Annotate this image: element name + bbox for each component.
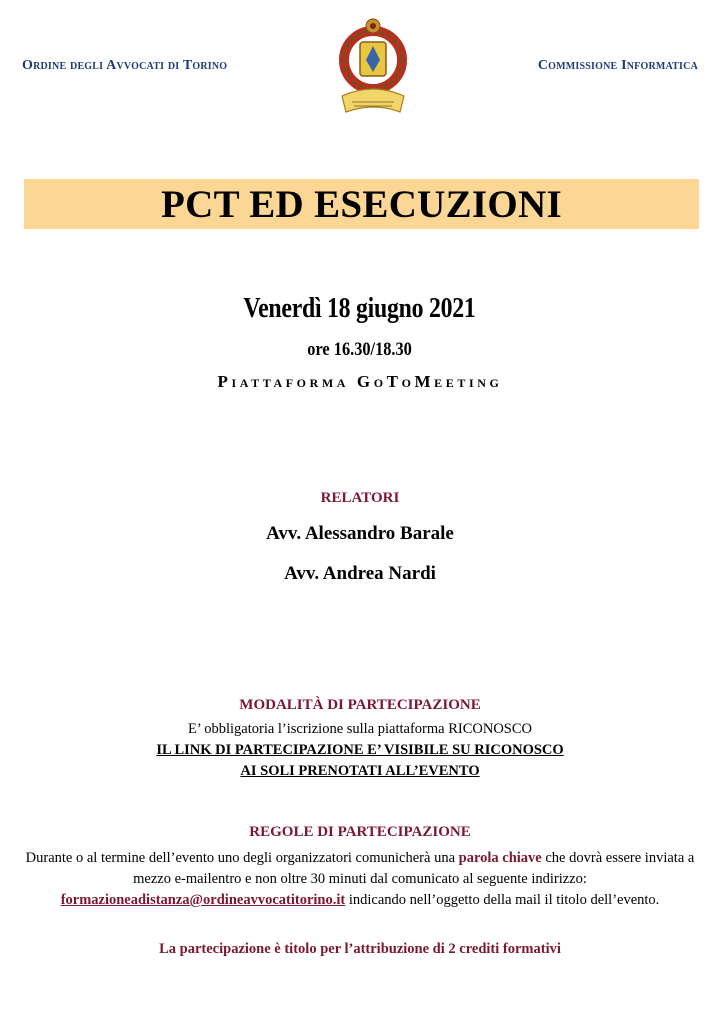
title-banner (24, 179, 699, 229)
rules-heading: REGOLE DI PARTECIPAZIONE (249, 824, 471, 840)
rules-paragraph (20, 848, 700, 911)
org-name-right: Commissione Informatica (537, 58, 698, 73)
credits-note: La partecipazione è titolo per l’attribuzione di 2 crediti formativi (159, 941, 561, 957)
participation-line: E’ obbligatoria l’iscrizione sulla piattaforma RICONOSCO (187, 721, 533, 737)
rules-text: indicando nell’oggetto della mail il titolo dell’evento. (345, 892, 660, 908)
event-time: ore 16.30/18.30 (307, 339, 412, 360)
rules-text: Durante o al termine dell’evento uno degli organizzatori comunicherà una (25, 850, 459, 866)
participation-link-notice: IL LINK DI PARTECIPAZIONE E’ VISIBILE SU RICONOSCO (156, 742, 564, 758)
speaker-name: Avv. Andrea Nardi (284, 563, 436, 584)
participation-notice: AI SOLI PRENOTATI ALL’EVENTO (240, 763, 480, 779)
event-date: Venerdì 18 giugno 2021 (243, 292, 476, 324)
event-title: PCT ED ESECUZIONI (161, 182, 562, 226)
speaker-name: Avv. Alessandro Barale (266, 523, 454, 544)
crest-motto-ribbon (342, 89, 404, 112)
org-name-left: Ordine degli Avvocati di Torino (22, 58, 228, 73)
event-platform: Piattaforma GoToMeeting (217, 372, 503, 391)
email-link[interactable]: formazioneadistanza@ordineavvocatitorino.it (60, 892, 346, 908)
rules-keyword: parola chiave (458, 850, 542, 866)
participation-heading: MODALITÀ DI PARTECIPAZIONE (239, 697, 481, 713)
speakers-heading: RELATORI (320, 490, 400, 506)
crest-emblem (328, 16, 418, 120)
rules-text: che dovrà essere inviata a mezzo e-mailentro e non oltre 30 minuti dal comunicato al seguente indirizzo: (133, 850, 695, 887)
